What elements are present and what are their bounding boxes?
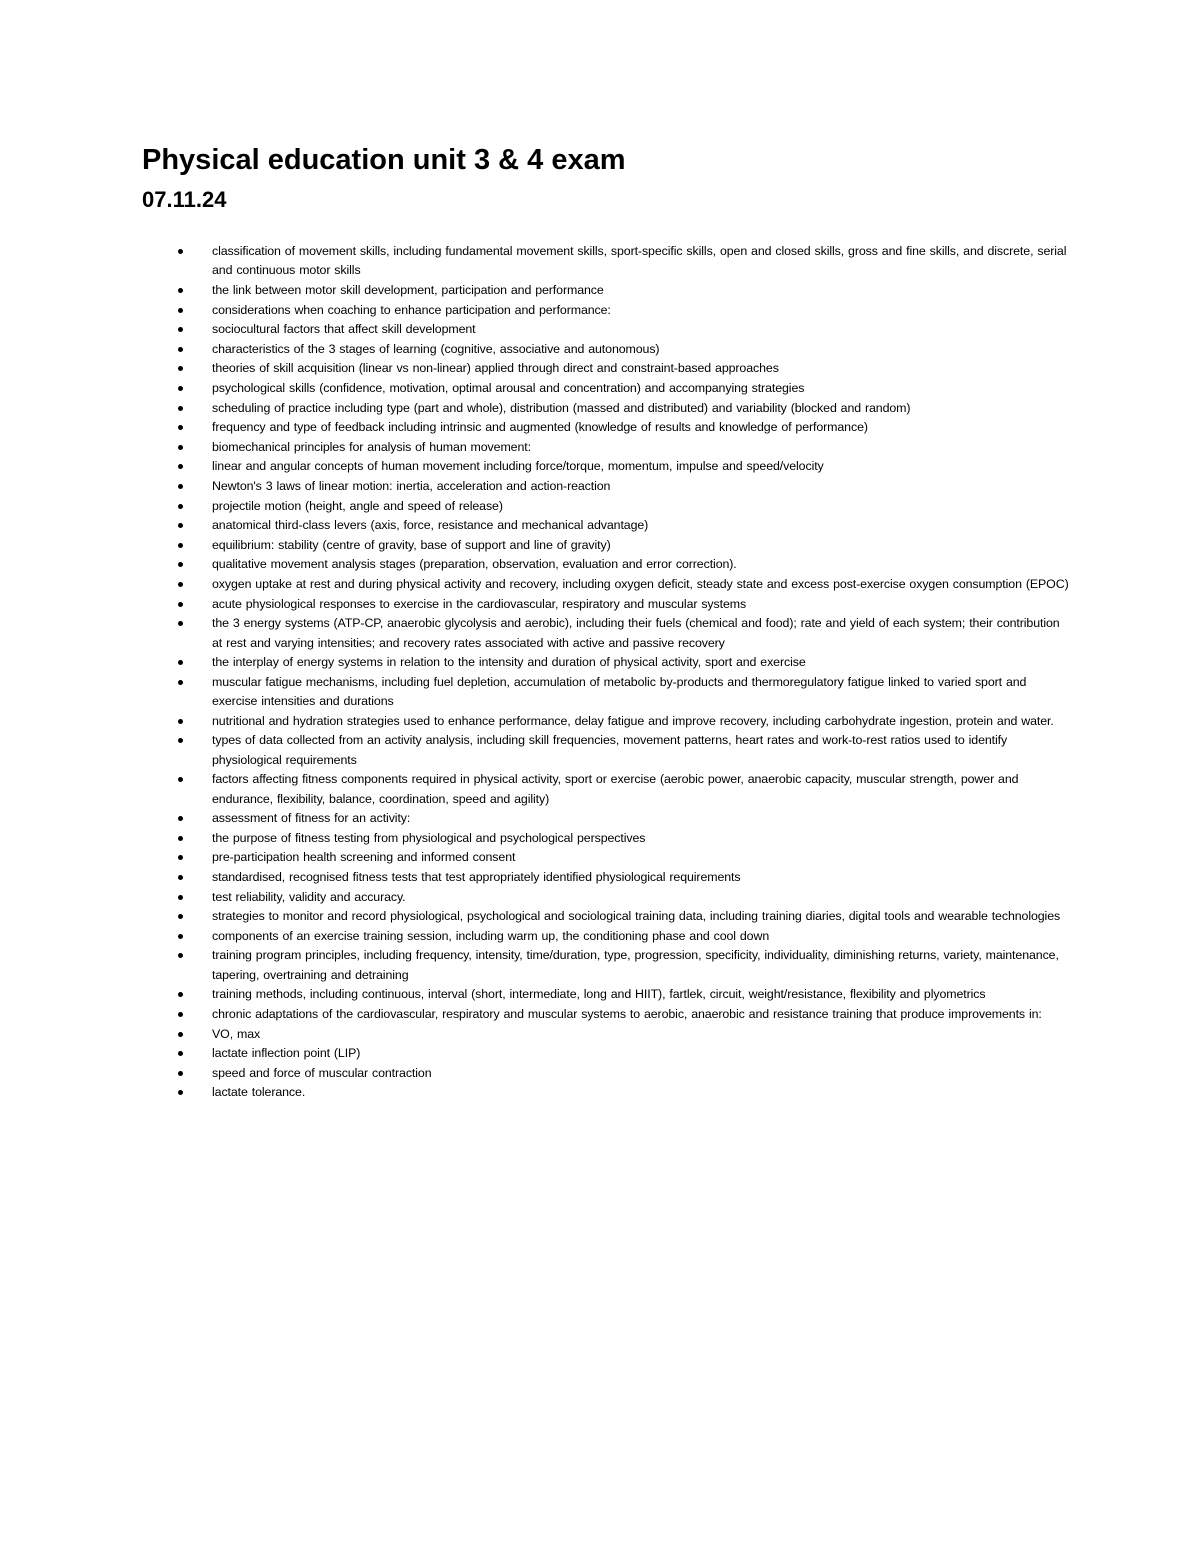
bullet-icon — [178, 895, 183, 900]
bullet-icon — [178, 366, 183, 371]
list-item — [0, 888, 1200, 907]
list-item-text: the link between motor skill development, participation and performance — [212, 283, 604, 297]
bullet-icon — [178, 1012, 183, 1017]
list-item — [0, 477, 1200, 496]
list-item — [0, 731, 1200, 770]
list-item-text: considerations when coaching to enhance participation and performance: — [212, 302, 611, 317]
list-item-text: the purpose of fitness testing from physiological and psychological perspectives — [212, 830, 646, 845]
list-item-text: components of an exercise training session, including warm up, the conditioning phase and cool down — [212, 928, 770, 943]
list-item — [0, 575, 1200, 594]
list-item-text: Newton's 3 laws of linear motion: inertia, acceleration and action-reaction — [212, 478, 611, 493]
list-item — [0, 359, 1200, 378]
list-item — [0, 907, 1200, 926]
list-item-text: the 3 energy systems (ATP-CP, anaerobic glycolysis and aerobic), including their fuels (chemical and food); rate and yield of each system; their contribution at rest and varying intensities; and recovery rates associated with active and passive recovery — [212, 616, 1060, 650]
bullet-icon — [178, 621, 183, 626]
list-item — [0, 985, 1200, 1004]
bullet-icon — [178, 738, 183, 743]
list-item-text: projectile motion (height, angle and speed of release) — [212, 498, 503, 513]
list-item — [0, 418, 1200, 437]
bullet-icon — [178, 602, 183, 607]
bullet-icon — [178, 875, 183, 880]
list-item-text: characteristics of the 3 stages of learning (cognitive, associative and autonomous) — [212, 341, 660, 356]
bullet-icon — [178, 288, 183, 293]
bullet-icon — [178, 934, 183, 939]
list-item — [0, 242, 1200, 281]
list-item-text: the interplay of energy systems in relation to the intensity and duration of physical activity, sport and exercise — [212, 655, 806, 670]
list-item-text: oxygen uptake at rest and during physical activity and recovery, including oxygen deficit, steady state and excess post-exercise oxygen consumption (EPOC) — [212, 576, 1069, 591]
bullet-icon — [178, 484, 183, 489]
bullet-icon — [178, 855, 183, 860]
bullet-icon — [178, 1090, 183, 1095]
list-item — [0, 457, 1200, 476]
bullet-icon — [178, 816, 183, 821]
bullet-icon — [178, 464, 183, 469]
list-item — [0, 868, 1200, 887]
list-item — [0, 848, 1200, 867]
bullet-icon — [178, 504, 183, 509]
bullet-icon — [178, 249, 183, 254]
list-item — [0, 379, 1200, 398]
list-item — [0, 438, 1200, 457]
list-item-text: lactate tolerance. — [212, 1085, 306, 1100]
list-item — [0, 555, 1200, 574]
list-item — [0, 1083, 1200, 1102]
list-item-text: test reliability, validity and accuracy. — [212, 889, 406, 904]
list-item-text: anatomical third-class levers (axis, force, resistance and mechanical advantage) — [212, 518, 649, 533]
list-item-text: strategies to monitor and record physiological, psychological and sociological training data, including training diaries, digital tools and wearable technologies — [212, 909, 1061, 924]
bullet-icon — [178, 445, 183, 450]
bullet-icon — [178, 308, 183, 313]
bullet-icon — [178, 386, 183, 391]
list-item — [0, 595, 1200, 614]
list-item-text: acute physiological responses to exercise in the cardiovascular, respiratory and muscular systems — [212, 596, 747, 611]
list-item — [0, 614, 1200, 653]
list-item — [0, 536, 1200, 555]
bullet-icon — [178, 406, 183, 411]
list-item — [0, 927, 1200, 946]
list-item — [0, 399, 1200, 418]
list-item — [0, 712, 1200, 731]
bullet-icon — [178, 327, 183, 332]
bullet-icon — [178, 1071, 183, 1076]
bullet-icon — [178, 914, 183, 919]
list-item-text: chronic adaptations of the cardiovascular, respiratory and muscular systems to aerobic, anaerobic and resistance training that produce improvements in: — [212, 1007, 1042, 1022]
list-item-text: muscular fatigue mechanisms, including fuel depletion, accumulation of metabolic by-products and thermoregulatory fatigue linked to varied sport and exercise intensities and durations — [212, 674, 1027, 709]
list-item — [0, 340, 1200, 359]
list-item-text: qualitative movement analysis stages (preparation, observation, evaluation and error correction). — [212, 557, 737, 572]
list-item — [0, 1025, 1200, 1044]
bullet-icon — [178, 543, 183, 548]
list-item-text: equilibrium: stability (centre of gravity, base of support and line of gravity) — [212, 537, 611, 552]
list-item-text: scheduling of practice including type (part and whole), distribution (massed and distributed) and variability (blocked and random) — [212, 400, 911, 415]
bullet-icon — [178, 680, 183, 685]
list-item-text: linear and angular concepts of human movement including force/torque, momentum, impulse and speed/velocity — [212, 459, 824, 474]
list-item-text: frequency and type of feedback including intrinsic and augmented (knowledge of results and knowledge of performance) — [212, 420, 868, 435]
list-item-text: pre-participation health screening and informed consent — [212, 850, 516, 865]
bullet-icon — [178, 1051, 183, 1056]
list-item-text: biomechanical principles for analysis of human movement: — [212, 439, 531, 454]
list-item-text: training program principles, including frequency, intensity, time/duration, type, progression, specificity, individuality, diminishing returns, variety, maintenance, tapering, overtraining and detraining — [212, 948, 1059, 982]
bullet-icon — [178, 836, 183, 841]
bullet-icon — [178, 562, 183, 567]
bullet-icon — [178, 992, 183, 997]
list-item — [0, 281, 1200, 300]
list-item-text: classification of movement skills, including fundamental movement skills, sport-specific skills, open and closed skills, gross and fine skills, and discrete, serial and continuous motor skills — [212, 244, 1067, 278]
bullet-icon — [178, 660, 183, 665]
list-item — [0, 770, 1200, 809]
list-item-text: speed and force of muscular contraction — [212, 1065, 432, 1080]
bullet-icon — [178, 523, 183, 528]
bullet-icon — [178, 582, 183, 587]
list-item — [0, 809, 1200, 828]
list-item-text: types of data collected from an activity analysis, including skill frequencies, movement patterns, heart rates and work-to-rest ratios used to identify physiological requirements — [212, 733, 1008, 767]
document-date: 07.11.24 — [142, 187, 227, 212]
list-item — [0, 653, 1200, 672]
list-item — [0, 946, 1200, 985]
bullet-icon — [178, 347, 183, 352]
list-item-text: sociocultural factors that affect skill development — [212, 322, 476, 337]
bullet-icon — [178, 953, 183, 958]
list-item-text: factors affecting fitness components required in physical activity, sport or exercise (aerobic power, anaerobic capacity, muscular strength, power and endurance, flexibility, balance, coordination, speed and agility) — [212, 772, 1019, 806]
list-item-text: lactate inflection point (LIP) — [212, 1046, 361, 1061]
list-item — [0, 1005, 1200, 1024]
list-item-text: assessment of fitness for an activity: — [212, 811, 411, 826]
list-item-text: theories of skill acquisition (linear vs non-linear) applied through direct and constraint-based approaches — [212, 361, 779, 376]
list-item — [0, 673, 1200, 712]
list-item — [0, 1064, 1200, 1083]
list-item — [0, 516, 1200, 535]
list-item — [0, 829, 1200, 848]
bullet-icon — [178, 719, 183, 724]
bullet-icon — [178, 425, 183, 430]
bullet-icon — [178, 1032, 183, 1037]
document-title: Physical education unit 3 & 4 exam — [142, 144, 626, 176]
list-item-text: psychological skills (confidence, motivation, optimal arousal and concentration) and accompanying strategies — [212, 380, 805, 395]
bullet-icon — [178, 777, 183, 782]
list-item-text: nutritional and hydration strategies used to enhance performance, delay fatigue and improve recovery, including carbohydrate ingestion, protein and water. — [212, 713, 1054, 728]
list-item-text: VO, max — [212, 1026, 261, 1041]
list-item — [0, 1044, 1200, 1063]
list-item-text: training methods, including continuous, interval (short, intermediate, long and HIIT), fartlek, circuit, weight/resistance, flexibility and plyometrics — [212, 987, 986, 1002]
list-item — [0, 497, 1200, 516]
list-item — [0, 320, 1200, 339]
list-item-text: standardised, recognised fitness tests that test appropriately identified physiological requirements — [212, 870, 741, 885]
topic-list — [0, 242, 1200, 1103]
list-item — [0, 301, 1200, 320]
